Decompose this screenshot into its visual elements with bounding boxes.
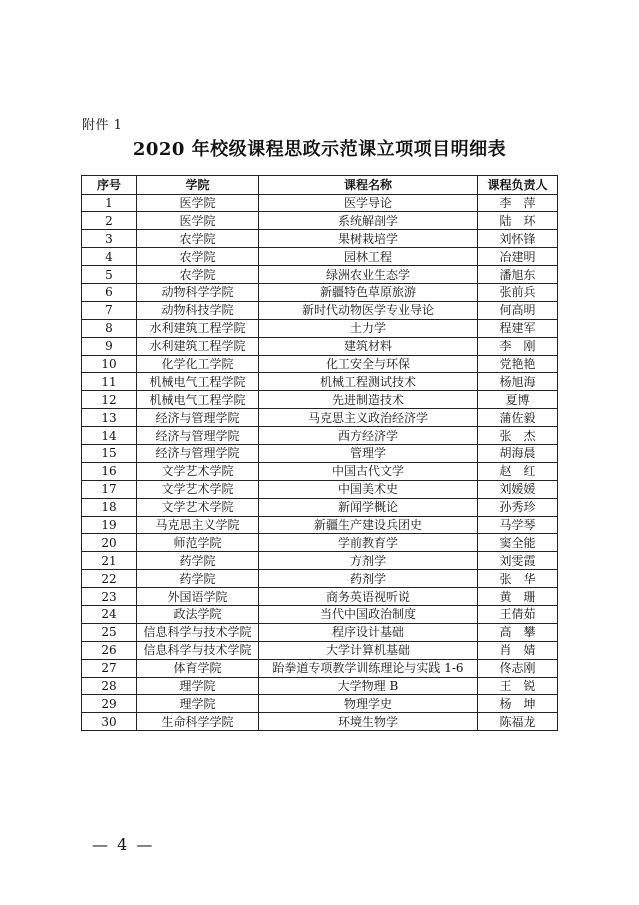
cell-course-name: 新时代动物医学专业导论 xyxy=(259,301,478,319)
cell-course-name: 新闻学概论 xyxy=(259,498,478,516)
cell-index: 6 xyxy=(82,283,137,301)
cell-college: 机械电气工程学院 xyxy=(137,373,259,391)
table-row xyxy=(82,409,558,427)
cell-course-name: 物理学史 xyxy=(259,695,478,713)
cell-index: 1 xyxy=(82,194,137,212)
cell-course-leader: 杨旭海 xyxy=(478,373,558,391)
cell-index: 16 xyxy=(82,462,137,480)
cell-course-name: 大学物理 B xyxy=(259,677,478,695)
header-course-name: 课程名称 xyxy=(259,176,478,195)
cell-course-leader: 党艳艳 xyxy=(478,355,558,373)
table-row xyxy=(82,355,558,373)
table-header-row xyxy=(82,176,558,195)
cell-course-leader: 张前兵 xyxy=(478,283,558,301)
cell-college: 经济与管理学院 xyxy=(137,427,259,445)
cell-index: 9 xyxy=(82,337,137,355)
cell-college: 机械电气工程学院 xyxy=(137,391,259,409)
cell-college: 水利建筑工程学院 xyxy=(137,337,259,355)
cell-course-name: 程序设计基础 xyxy=(259,623,478,641)
cell-course-leader: 李 刚 xyxy=(478,337,558,355)
cell-index: 4 xyxy=(82,248,137,266)
cell-college: 外国语学院 xyxy=(137,588,259,606)
cell-index: 30 xyxy=(82,713,137,731)
cell-course-name: 方剂学 xyxy=(259,552,478,570)
cell-college: 动物科技学院 xyxy=(137,301,259,319)
table-row xyxy=(82,713,558,731)
table-row xyxy=(82,230,558,248)
cell-college: 农学院 xyxy=(137,230,259,248)
cell-course-leader: 张 华 xyxy=(478,570,558,588)
cell-index: 12 xyxy=(82,391,137,409)
table-row xyxy=(82,552,558,570)
cell-course-name: 大学计算机基础 xyxy=(259,641,478,659)
table-row xyxy=(82,283,558,301)
table-row xyxy=(82,659,558,677)
table-row xyxy=(82,588,558,606)
cell-course-name: 西方经济学 xyxy=(259,427,478,445)
cell-college: 药学院 xyxy=(137,570,259,588)
cell-index: 29 xyxy=(82,695,137,713)
cell-course-name: 药剂学 xyxy=(259,570,478,588)
cell-college: 经济与管理学院 xyxy=(137,444,259,462)
table-row xyxy=(82,677,558,695)
cell-course-leader: 王倩茹 xyxy=(478,605,558,623)
table-row xyxy=(82,373,558,391)
table-row xyxy=(82,641,558,659)
header-college: 学院 xyxy=(137,176,259,195)
table-row xyxy=(82,337,558,355)
cell-index: 23 xyxy=(82,588,137,606)
header-course-leader: 课程负责人 xyxy=(478,176,558,195)
cell-index: 17 xyxy=(82,480,137,498)
cell-college: 医学院 xyxy=(137,212,259,230)
page-number: — 4 — xyxy=(92,835,155,854)
attachment-label: 附件 1 xyxy=(82,118,123,133)
table-row xyxy=(82,695,558,713)
cell-index: 10 xyxy=(82,355,137,373)
cell-course-leader: 高 攀 xyxy=(478,623,558,641)
cell-index: 27 xyxy=(82,659,137,677)
table-row xyxy=(82,480,558,498)
cell-index: 15 xyxy=(82,444,137,462)
table-row xyxy=(82,498,558,516)
cell-index: 24 xyxy=(82,605,137,623)
cell-index: 28 xyxy=(82,677,137,695)
cell-course-name: 绿洲农业生态学 xyxy=(259,266,478,284)
cell-college: 信息科学与技术学院 xyxy=(137,641,259,659)
cell-college: 水利建筑工程学院 xyxy=(137,319,259,337)
cell-college: 生命科学学院 xyxy=(137,713,259,731)
page-title: 2020 年校级课程思政示范课立项项目明细表 xyxy=(132,139,507,160)
cell-course-name: 先进制造技术 xyxy=(259,391,478,409)
cell-index: 7 xyxy=(82,301,137,319)
table-row xyxy=(82,444,558,462)
cell-course-leader: 程建军 xyxy=(478,319,558,337)
cell-college: 马克思主义学院 xyxy=(137,516,259,534)
cell-index: 19 xyxy=(82,516,137,534)
cell-college: 农学院 xyxy=(137,266,259,284)
cell-course-leader: 何高明 xyxy=(478,301,558,319)
cell-course-name: 新疆特色草原旅游 xyxy=(259,283,478,301)
cell-course-name: 跆拳道专项教学训练理论与实践 1-6 xyxy=(259,659,478,677)
cell-course-leader: 黄 珊 xyxy=(478,588,558,606)
cell-course-name: 系统解剖学 xyxy=(259,212,478,230)
cell-course-leader: 潘旭东 xyxy=(478,266,558,284)
table-row xyxy=(82,301,558,319)
cell-index: 11 xyxy=(82,373,137,391)
table-row xyxy=(82,623,558,641)
cell-college: 化学化工学院 xyxy=(137,355,259,373)
cell-course-name: 机械工程测试技术 xyxy=(259,373,478,391)
cell-course-leader: 蒲佐毅 xyxy=(478,409,558,427)
cell-college: 师范学院 xyxy=(137,534,259,552)
cell-college: 信息科学与技术学院 xyxy=(137,623,259,641)
cell-course-leader: 赵 红 xyxy=(478,462,558,480)
cell-course-leader: 肖 婧 xyxy=(478,641,558,659)
cell-index: 22 xyxy=(82,570,137,588)
cell-college: 医学院 xyxy=(137,194,259,212)
cell-course-leader: 刘怀锋 xyxy=(478,230,558,248)
table-row xyxy=(82,319,558,337)
table-row xyxy=(82,605,558,623)
cell-college: 文学艺术学院 xyxy=(137,462,259,480)
cell-course-leader: 夏博 xyxy=(478,391,558,409)
cell-course-name: 中国美术史 xyxy=(259,480,478,498)
cell-index: 21 xyxy=(82,552,137,570)
table-row xyxy=(82,194,558,212)
table-row xyxy=(82,212,558,230)
cell-college: 政法学院 xyxy=(137,605,259,623)
table-row xyxy=(82,462,558,480)
table-row xyxy=(82,248,558,266)
cell-index: 14 xyxy=(82,427,137,445)
cell-index: 2 xyxy=(82,212,137,230)
cell-course-name: 新疆生产建设兵团史 xyxy=(259,516,478,534)
cell-course-name: 管理学 xyxy=(259,444,478,462)
cell-course-leader: 王 锐 xyxy=(478,677,558,695)
cell-course-leader: 陆 环 xyxy=(478,212,558,230)
cell-course-leader: 刘雯霞 xyxy=(478,552,558,570)
cell-course-leader: 刘媛媛 xyxy=(478,480,558,498)
cell-index: 5 xyxy=(82,266,137,284)
header-index: 序号 xyxy=(82,176,137,195)
cell-index: 25 xyxy=(82,623,137,641)
cell-course-name: 马克思主义政治经济学 xyxy=(259,409,478,427)
cell-college: 农学院 xyxy=(137,248,259,266)
cell-index: 13 xyxy=(82,409,137,427)
cell-college: 理学院 xyxy=(137,695,259,713)
cell-index: 20 xyxy=(82,534,137,552)
cell-course-name: 土力学 xyxy=(259,319,478,337)
cell-course-name: 建筑材料 xyxy=(259,337,478,355)
cell-course-name: 环境生物学 xyxy=(259,713,478,731)
cell-college: 文学艺术学院 xyxy=(137,498,259,516)
table-row xyxy=(82,427,558,445)
cell-course-name: 园林工程 xyxy=(259,248,478,266)
cell-course-leader: 胡海晨 xyxy=(478,444,558,462)
cell-course-name: 学前教育学 xyxy=(259,534,478,552)
project-table xyxy=(81,175,558,731)
cell-college: 药学院 xyxy=(137,552,259,570)
cell-course-leader: 窦全能 xyxy=(478,534,558,552)
cell-course-leader: 陈福龙 xyxy=(478,713,558,731)
cell-index: 18 xyxy=(82,498,137,516)
cell-course-leader: 佟志刚 xyxy=(478,659,558,677)
cell-index: 3 xyxy=(82,230,137,248)
cell-course-name: 医学导论 xyxy=(259,194,478,212)
cell-index: 8 xyxy=(82,319,137,337)
cell-course-leader: 张 杰 xyxy=(478,427,558,445)
table-row xyxy=(82,266,558,284)
cell-course-name: 化工安全与环保 xyxy=(259,355,478,373)
cell-course-leader: 李 萍 xyxy=(478,194,558,212)
cell-course-name: 果树栽培学 xyxy=(259,230,478,248)
cell-college: 文学艺术学院 xyxy=(137,480,259,498)
cell-course-leader: 冶建明 xyxy=(478,248,558,266)
cell-course-name: 中国古代文学 xyxy=(259,462,478,480)
cell-college: 体育学院 xyxy=(137,659,259,677)
table-row xyxy=(82,391,558,409)
cell-course-name: 商务英语视听说 xyxy=(259,588,478,606)
table-row xyxy=(82,570,558,588)
cell-course-name: 当代中国政治制度 xyxy=(259,605,478,623)
cell-college: 动物科学学院 xyxy=(137,283,259,301)
cell-index: 26 xyxy=(82,641,137,659)
cell-college: 理学院 xyxy=(137,677,259,695)
cell-course-leader: 孙秀珍 xyxy=(478,498,558,516)
table-row xyxy=(82,516,558,534)
cell-college: 经济与管理学院 xyxy=(137,409,259,427)
cell-course-leader: 杨 坤 xyxy=(478,695,558,713)
cell-course-leader: 马学琴 xyxy=(478,516,558,534)
table-row xyxy=(82,534,558,552)
